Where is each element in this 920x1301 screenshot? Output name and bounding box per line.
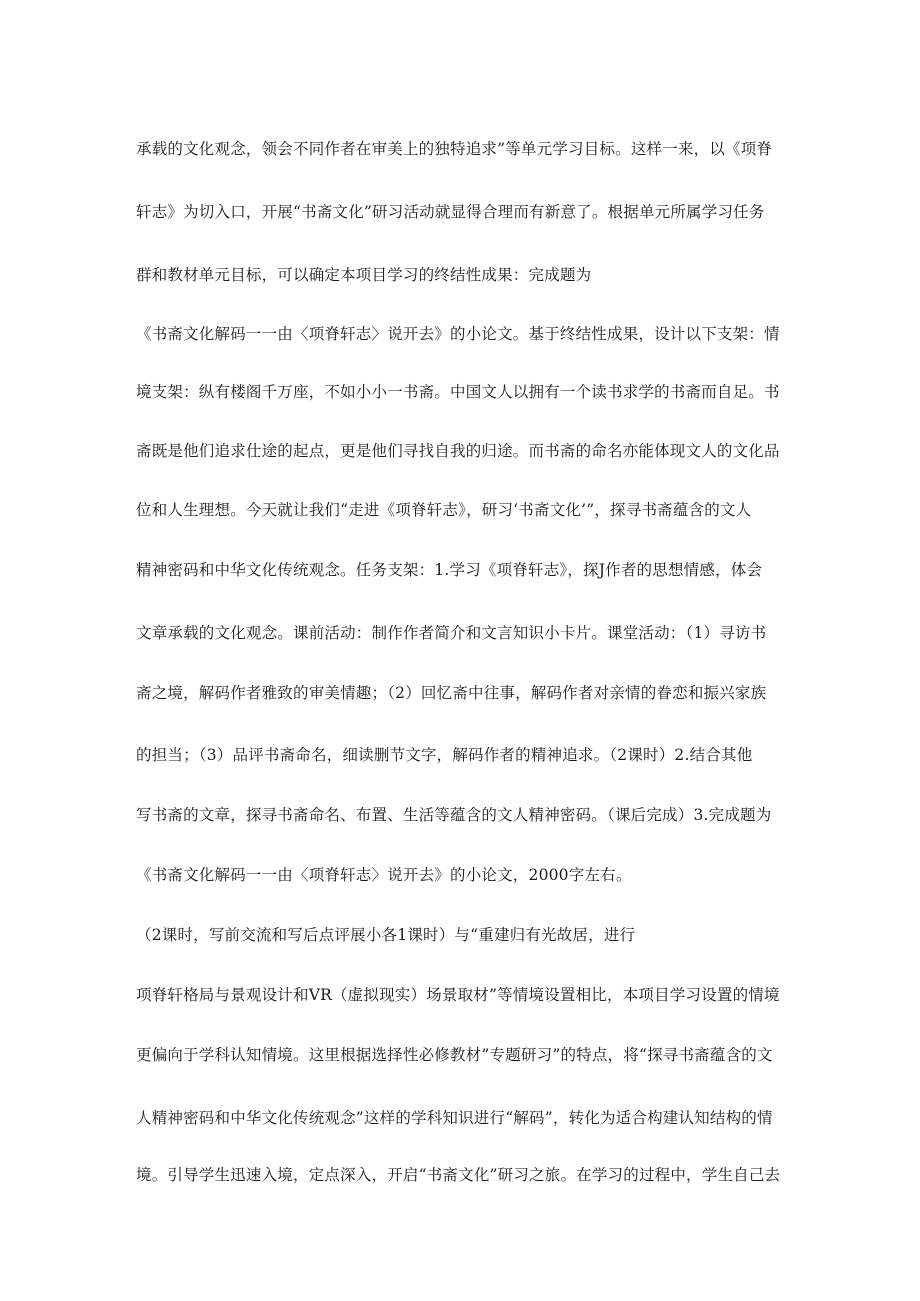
text-line: 境支架：纵有楼阁千万座，不如小小一书斋。中国文人以拥有一个读书求学的书斋而自足。书 — [136, 383, 780, 401]
text-line: 承载的文化观念，领会不同作者在审美上的独特追求”等单元学习目标。这样一来，以《项脊 — [136, 140, 773, 158]
text-line: 的担当；（3）品评书斋命名，细读删节文字，解码作者的精神追求。（2课时）2.结合其他 — [136, 746, 753, 764]
text-line: （2课时，写前交流和写后点评展小各1课时）与“重建归有光故居，进行 — [136, 926, 636, 944]
text-line: 文章承载的文化观念。课前活动：制作作者简介和文言知识小卡片。课堂活动：（1）寻访书 — [136, 624, 767, 642]
text-line: 项脊轩格局与景观设计和VR（虚拟现实）场景取材”等情境设置相比，本项目学习设置的情境 — [136, 986, 780, 1004]
text-line: 《书斋文化解码一一由〈项脊轩志〉说开去》的小论文，2000字左右。 — [136, 866, 632, 884]
text-line: 轩志》为切入口，开展“书斋文化”研习活动就显得合理而有新意了。根据单元所属学习任务 — [136, 203, 765, 221]
text-line: 斋之境，解码作者雅致的审美情趣；（2）回忆斋中往事，解码作者对亲情的眷恋和振兴家族 — [136, 684, 767, 702]
text-line: 更偏向于学科认知情境。这里根据选择性必修教材”专题研习”的特点，将“探寻书斋蕴含的文 — [136, 1046, 773, 1064]
text-line: 人精神密码和中华文化传统观念”这样的学科知识进行“解码”，转化为适合构建认知结构的情 — [136, 1109, 773, 1127]
text-line: 精神密码和中华文化传统观念。任务支架：1.学习《项脊轩志》，探J作者的思想情感，体会 — [136, 561, 763, 579]
text-line: 群和教材单元目标，可以确定本项目学习的终结性成果：完成题为 — [136, 266, 592, 284]
text-line: 位和人生理想。今天就让我们“走进《项脊轩志》，研习‘书斋文化’”，探寻书斋蕴含的文人 — [136, 501, 752, 519]
text-line: 《书斋文化解码一一由〈项脊轩志〉说开去》的小论文。基于终结性成果，设计以下支架：情 — [136, 325, 780, 343]
text-line: 写书斋的文章，探寻书斋命名、布置、生活等蕴含的文人精神密码。（课后完成）3.完成题为 — [136, 806, 772, 824]
text-line: 境。引导学生迅速入境，定点深入，开启“书斋文化”研习之旅。在学习的过程中，学生自己去 — [136, 1166, 781, 1184]
text-line: 斋既是他们追求仕途的起点，更是他们寻找自我的归途。而书斋的命名亦能体现文人的文化品 — [136, 442, 780, 460]
